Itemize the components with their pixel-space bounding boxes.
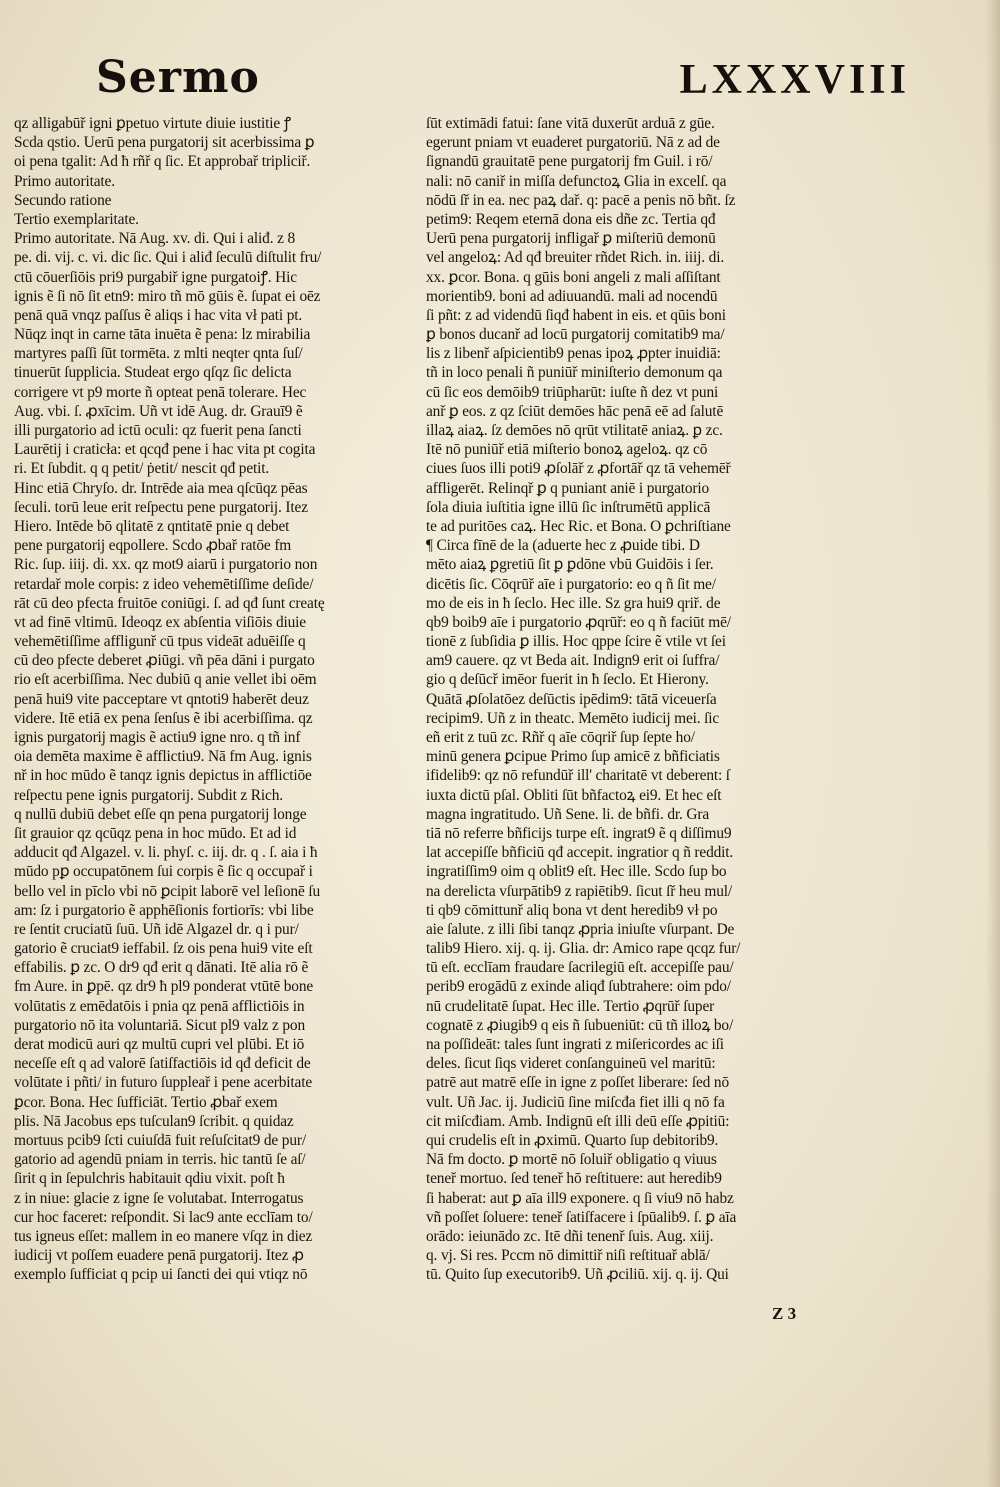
text-line: ti qb9 cōmittunř aliq bona vt dent heredib9 vł po [426, 901, 718, 919]
text-line: mūdo pꝑ occupatōnem ſui corpis ẽ ſic q occupař i [14, 863, 313, 881]
text-line: ꝑ bonos ducanř ad locū purgatorij comitatib9 ma/ [426, 326, 725, 344]
text-line: purgatorio nō ita voluntariā. Sicut pl9 valz z pon [14, 1016, 305, 1034]
text-line: Nā fm docto. ꝑ mortē nō ſoluiř obligatio q viuus [426, 1151, 717, 1169]
text-line: illi purgatorio ad ictū oculi: qz fuerit pena ſancti [14, 422, 302, 439]
text-line: ignis ẽ ſi nō ſit etn9: miro tñ mō gūis ẽ. ſupat ei oēz [14, 287, 321, 305]
text-line: neceſſe eſt q ad valorē ſatiſfactiōis id qđ deficit de [14, 1055, 311, 1073]
text-line: vehemētiſſime affligunř cū tpus videāt aduēiſſe q [14, 633, 306, 651]
text-line: cū deo pfecte deberet ꝓiūgi. vñ pēa dāni i purgato [14, 652, 315, 670]
page-edge-shadow [986, 0, 1000, 1487]
text-line: derat modicū auri qz multū cupri vel plūbi. Et iō [14, 1036, 305, 1053]
text-line: vñ poſſet ſoluere: teneř ſatiſfacere i ſpūalib9. ſ. ꝑ aīa [426, 1208, 737, 1226]
text-line: lat accepiſſe bñficiū qđ accepit. ingratior q ñ reddit. [426, 844, 734, 862]
text-line: nū crudelitatē ſupat. Hec ille. Tertio ꝓqrūř ſuper [426, 997, 715, 1015]
text-line: qui crudelis eſt in ꝓximū. Quarto ſup debitorib9. [426, 1131, 719, 1149]
text-line: plis. Nā Jacobus eps tuſculan9 ſcribit. q quidaz [14, 1112, 294, 1130]
text-line: gatorio ad agendū pniam in terris. hic tantū ſe aſ/ [14, 1151, 306, 1169]
text-line: talib9 Hiero. xij. q. ij. Glia. dr: Amico rape qcqz fur/ [426, 940, 741, 958]
text-line: am9 cauere. qz vt Beda ait. Indign9 erit oi ſuffra/ [426, 652, 720, 670]
text-line: iudicij vt poſſem euadere penā purgatorij. Itez ꝓ [14, 1247, 304, 1265]
text-line: anř ꝑ eos. z qz ſciūt demōes hāc penā eē ad ſalutē [426, 402, 724, 420]
text-line: penā quā vnqz paſſus ẽ aliqs i hac vita vł pati pt. [14, 306, 303, 324]
text-line: na derelicta vſurpātib9 z rapiētib9. ſicut ſř heu mul/ [426, 882, 733, 900]
text-line: ſola diuia iuſtitia igne illū ſic inſtrumētū applicā [426, 498, 711, 516]
text-line: z in niue: glacie z igne ſe volutabat. Interrogatus [14, 1189, 304, 1207]
text-line: penā hui9 vite pacceptare vt qntoti9 haberēt deuz [14, 690, 309, 708]
text-line: cognatē z ꝓiugib9 q eis ñ ſubueniūt: cū tñ illoꝝ bo/ [426, 1016, 734, 1034]
text-line: videre. Itē etiā ex pena ſenſus ẽ ibi acerbiſſima. qz [14, 709, 313, 727]
page-header [96, 52, 910, 112]
text-line: cur hoc faceret: reſpondit. Si lac9 ante ecclīam to/ [14, 1208, 313, 1226]
text-line: illaꝝ aiaꝝ. ſz demōes nō qrūt vtilitatē aniaꝝ. ꝑ zc. [426, 422, 723, 439]
text-line: vel angeloꝝ: Ad qđ breuiter rñdet Rich. in. iiij. di. [426, 249, 725, 267]
text-line: ignis purgatorij magis ẽ actiu9 igne nro. q tñ inf [14, 729, 301, 746]
text-line: deles. ſicut ſiqs videret conſanguineū vel maritū: [426, 1055, 716, 1073]
text-line: ſignandū grauitatē pene purgatorij fm Guil. i rō/ [426, 153, 713, 171]
text-line: rio eſt acerbiſſima. Nec dubiū q anie vellet ibi oēm [14, 671, 317, 689]
text-line: eñ erit z tuū zc. Rñř q aīe cōqriř ſup ſepte ho/ [426, 729, 695, 746]
text-line: q. vj. Si res. Pccm nō dimittiř niſi reſtituař ablā/ [426, 1247, 710, 1265]
text-line: egerunt pniam vt euaderet purgatoriū. Nā z ad de [426, 134, 720, 152]
text-line: vult. Uñ Jac. ij. Judiciū ſine miſcđa fiet illi q nō fa [426, 1093, 725, 1111]
text-line: na poſſideāt: tales ſunt ingrati z miſericordes ac iſi [426, 1036, 724, 1053]
text-line: exemplo ſufficiat q pcip ui ſancti dei qui vtiqz nō [14, 1266, 308, 1284]
left-text-column [14, 114, 414, 1284]
text-line: Hiero. Intēde bō qlitatē z qntitatē pnie q debet [14, 517, 290, 535]
text-line: Ric. ſup. iiij. di. xx. qz mot9 aiarū i purgatorio non [14, 556, 318, 574]
text-line: Scda qstio. Uerū pena purgatorij sit acerbissima ꝑ [14, 134, 315, 152]
text-line: gio q deſūcř imēor fuerit in ħ ſeclo. Et Hierony. [426, 671, 709, 689]
text-line: ctū cōuerſiōis pri9 purgabiř igne purgatoiꝭ. Hic [14, 268, 297, 286]
text-line: ſi pñt: z ad videndū ſiqđ habent in eis. et qūis boni [426, 306, 726, 324]
text-line: am: ſz i purgatorio ẽ apphēſionis fortiorīs: vbi libe [14, 901, 314, 919]
text-line: Aug. vbi. ſ. ꝓxīcim. Uñ vt idē Aug. dr. Grauī9 ẽ [14, 402, 303, 420]
text-line: volūtatis z emēdatōis i pnia qz penā afflictiōis in [14, 997, 305, 1015]
text-line: qb9 boib9 aīe i purgatorio ꝓqrūř: eo q ñ faciūt mē/ [426, 613, 731, 631]
text-line: ſirit q in ſepulchris habitauit qdiu vixit. poſt ħ [14, 1170, 285, 1188]
text-line: orādo: ieiunādo zc. Itē dñi tenenř ſuis. Aug. xiij. [426, 1227, 714, 1245]
text-line: Primo autoritate. [14, 172, 115, 190]
text-line: martyres paſſi ſūt tormēta. z mlti neqter qnta ſuſ/ [14, 345, 303, 363]
text-line: tiā nō referre bñficijs turpe eſt. ingrat9 ẽ q diſſimu9 [426, 824, 732, 842]
text-line: tū. Quito ſup executorib9. Uñ ꝓciliū. xij. q. ij. Qui [426, 1266, 729, 1284]
text-line: perib9 erogādū z exinde aliqđ ſubtrahere: oim pdo/ [426, 978, 731, 996]
text-line: magna ingratitudo. Uñ Sene. li. de bñfi. dr. Gra [426, 805, 710, 823]
text-line: pene purgatorij eqpollere. Scdo ꝓbař ratōe fm [14, 537, 292, 555]
text-line: mortuus pcib9 ſcti cuiuſdā fuit reſuſcitat9 de pur/ [14, 1131, 306, 1149]
text-line: ꝑcor. Bona. Hec ſufficiāt. Tertio ꝓbař exem [14, 1093, 278, 1111]
text-line: retardař mole corpis: z ideo vehemētiſſime deſide/ [14, 575, 314, 593]
text-line: nōdū ſř in ea. nec paꝝ dař. q: pacē a penis nō bñt. ſz [426, 191, 736, 209]
sermon-number: LXXXVIII [679, 57, 910, 103]
text-line: reſpectu pene ignis purgatorij. Subdit z Rich. [14, 786, 283, 804]
text-line: affligerēt. Relinqř ꝑ q puniant aniē i purgatorio [426, 479, 710, 497]
text-line: ri. Et ſubdit. q q petit/ ṗetit/ nescit qđ petit. [14, 460, 270, 478]
text-line: tñ in loco penali ñ puniūř miniſterio demonum qa [426, 364, 723, 382]
text-line: volūtate i pñti/ in futuro ſuppleař i pene acerbitate [14, 1074, 313, 1092]
text-line: Tertio exemplaritate. [14, 210, 139, 228]
text-line: iuxta dictū pſal. Obliti ſūt bñfactoꝝ ei9. Et hec eſt [426, 786, 722, 804]
text-line: vt ad finē vltimū. Ideoqz ex abſentia viſiōis diuie [14, 613, 306, 631]
text-line: Nūqz inqt in carne tāta inuēta ẽ pena: lz mirabilia [14, 326, 311, 344]
text-line: xx. ꝑcor. Bona. q gūis boni angeli z mali aſſiſtant [426, 268, 721, 286]
text-line: mo de eis in ħ ſeclo. Hec ille. Sz gra hui9 qriř. de [426, 594, 721, 612]
text-line: rāt cū deo pfecta fruitōe coniūgi. ſ. ad qđ ſunt creatę [14, 594, 325, 612]
text-line: adducit qđ Algazel. v. li. phyſ. c. iij. dr. q . ſ. aia i ħ [14, 844, 318, 862]
text-line: recipim9. Uñ z in theatc. Memēto iudicij mei. ſic [426, 709, 720, 727]
text-line: tus igneus eſſet: mallem in eo manere vſqz in diez [14, 1227, 313, 1245]
text-line: ſit grauior qz qcūqz pena in hoc mūdo. Et ad id [14, 824, 297, 842]
text-line: tinuerūt ſupplicia. Studeat ergo qſqz ſic delicta [14, 364, 292, 382]
text-line: ſeculi. torū leue erit reſpectu pene purgatorij. Itez [14, 498, 308, 516]
text-line: oi pena tgalit: Ad ħ rñř q ſic. Et approbař tripliciř. [14, 153, 311, 171]
text-line: Uerū pena purgatorij infligař ꝑ miſteriū demonū [426, 230, 716, 248]
text-line: Primo autoritate. Nā Aug. xv. di. Qui i aliđ. z 8 [14, 230, 296, 248]
text-line: ciues ſuos illi poti9 ꝓſolāř z ꝓfortāř qz tā vehemēř [426, 460, 731, 478]
text-line: Itē nō puniūř etiā miſterio bonoꝝ ageloꝝ. qz cō [426, 441, 708, 459]
text-line: patrē aut matrē eſſe in igne z poſſet liberare: ſed nō [426, 1074, 729, 1092]
text-line: Hinc etiā Chryſo. dr. Intrēde aia mea qſcūqz pēas [14, 479, 308, 497]
text-line: cū ſic eos demōib9 triūpharūt: iuſte ñ dez vt puni [426, 383, 719, 401]
text-line: ifidelib9: qz nō refundūř ill' charitatē vt deberent: ſ [426, 767, 730, 785]
text-line: cit miſcđiam. Amb. Indignū eſt illi deū eſſe ꝓpitiū: [426, 1112, 730, 1130]
text-line: nali: nō caniř in miſſa defunctoꝝ Glia in excelſ. qa [426, 172, 727, 190]
text-line: ¶ Circa fīnē de la (aduerte hec z ꝓuide tibi. D [426, 537, 700, 555]
text-line: gatorio ẽ cruciat9 ieffabil. ſz ois pena hui9 vite eſt [14, 940, 313, 958]
text-line: qz alligabūř igni ꝑpetuo virtute diuie iustitie ꝭ [14, 115, 291, 132]
text-line: q nullū dubiū debet eſſe qn pena purgatorij longe [14, 805, 307, 823]
text-line: fm Aure. in ꝑpē. qz dr9 ħ pl9 ponderat vtūtē bone [14, 978, 314, 996]
text-line: aie ſalute. z illi ſibi tanqz ꝓpria iniuſte vſurpant. De [426, 920, 735, 938]
text-line: nř in hoc mūdo ẽ tanqz ignis depictus in afflictiōe [14, 767, 312, 785]
text-line: Laurētij i craticła: et qcqđ pene i hac vita pt cogita [14, 441, 316, 459]
text-line: effabilis. ꝑ zc. O dr9 qđ erit q dānati. Itē alia rō ẽ [14, 959, 309, 977]
text-line: ſi haberat: aut ꝑ aīa ill9 exponere. q ſi viu9 nō habz [426, 1189, 734, 1207]
text-line: ſūt extimādi fatui: ſane vitā duxerūt arduā z gūe. [426, 115, 715, 132]
text-line: minū genera ꝑcipue Primo ſup amicē z bñficiatis [426, 748, 720, 766]
text-line: te ad puritōes caꝝ. Hec Ric. et Bona. O ꝑchriſtiane [426, 517, 731, 535]
text-line: dicētis ſic. Cōqrūř aīe i purgatorio: eo q ñ ſit me/ [426, 575, 716, 593]
text-line: Secundo ratione [14, 191, 112, 209]
text-line: bello vel in pīclo vbi nō ꝑcipit laborē vel leſionē ſu [14, 882, 320, 900]
text-line: morientib9. boni ad adiuuandū. mali ad nocendū [426, 287, 718, 305]
text-line: mēto aiaꝝ ꝑgretiū ſit ꝑ ꝑdōne vbū Guidōis i ſer. [426, 556, 714, 574]
text-line: teneř mortuo. ſed teneř hō reſtituere: aut heredib9 [426, 1170, 722, 1188]
text-line: petim9: Reqem eternā dona eis dñe zc. Tertia qđ [426, 210, 716, 228]
text-line: oia demēta maxime ẽ afflictiu9. Nā fm Aug. ignis [14, 748, 312, 766]
right-text-column [426, 114, 836, 1284]
text-line: ingratiſſim9 oim q oblit9 eſt. Hec ille. Scdo ſup bo [426, 863, 727, 881]
text-line: tionē z ſubſidia ꝑ illis. Hoc qppe ſcire ẽ vtile vt ſei [426, 633, 726, 651]
text-line: lis z libenř aſpicientib9 penas ipoꝝ ꝓpter inuidiā: [426, 345, 721, 363]
text-line: re ſentit cruciatū ſuū. Uñ idē Algazel dr. q i pur/ [14, 920, 299, 938]
text-line: corrigere vt p9 morte ñ opteat penā tolerare. Hec [14, 383, 307, 401]
signature-mark: Z 3 [772, 1304, 797, 1323]
text-line: pe. di. vij. c. vi. dic ſic. Qui i aliđ ſeculū diſtulit fru/ [14, 249, 322, 267]
running-title: Sermo [96, 52, 260, 103]
text-line: tū eſt. ecclīam fraudare ſacrilegiū eſt. accepiſſe pau/ [426, 959, 734, 977]
text-line: Quātā ꝓſolatōez deſūctis ipēdim9: tātā viceuerſa [426, 690, 717, 708]
